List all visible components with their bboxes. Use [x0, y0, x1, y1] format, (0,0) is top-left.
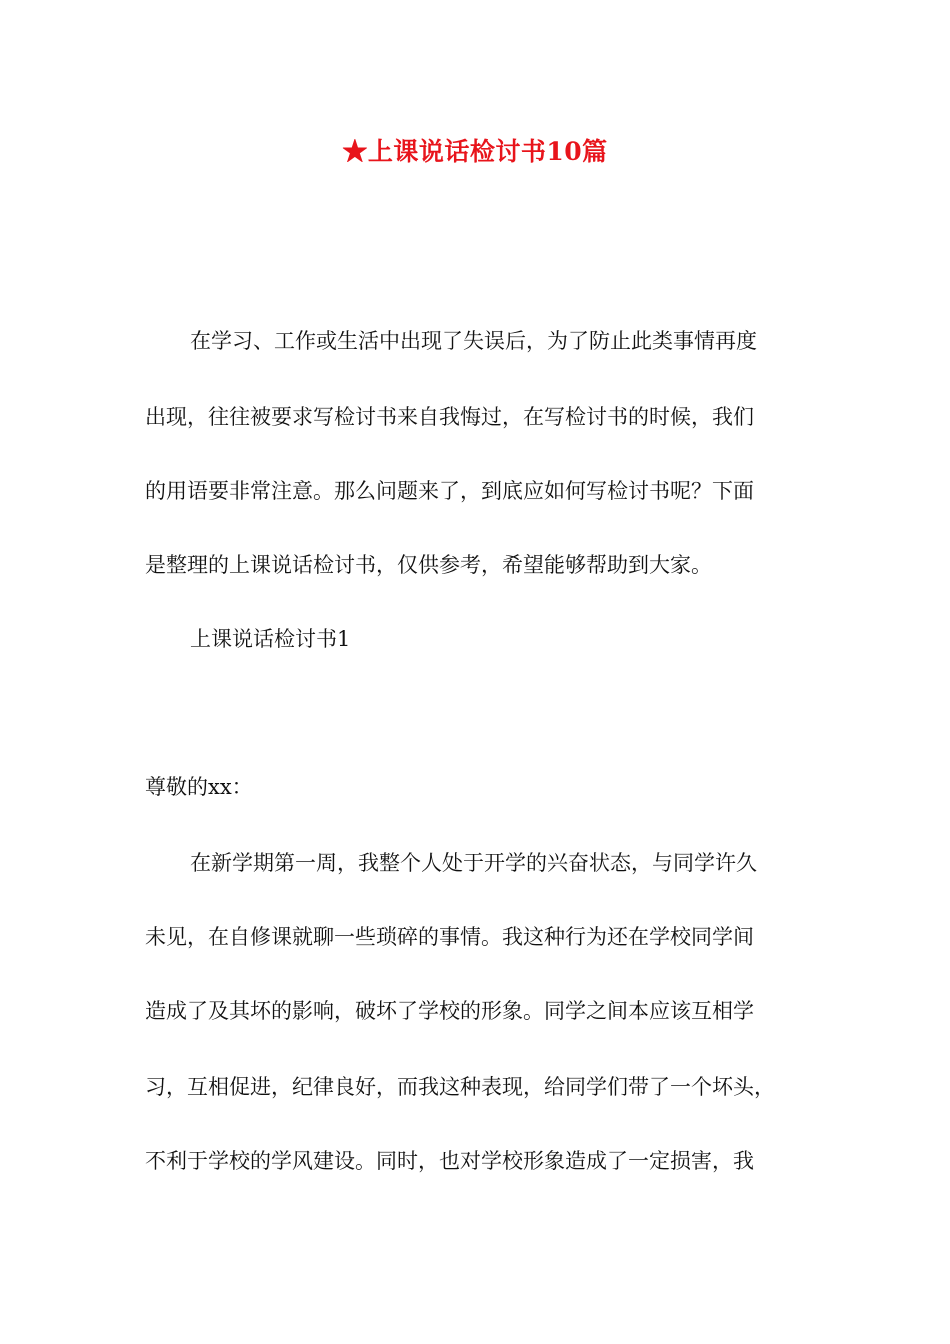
text-line: 不利于学校的学风建设。同时，也对学校形象造成了一定损害，我	[145, 1149, 754, 1173]
text-line: 的用语要非常注意。那么问题来了，到底应如何写检讨书呢？下面	[145, 479, 754, 503]
text-line: 出现，往往被要求写检讨书来自我悔过，在写检讨书的时候，我们	[145, 405, 754, 429]
text-line: 在新学期第一周，我整个人处于开学的兴奋状态，与同学许久	[190, 851, 757, 875]
text-line: 在学习、工作或生活中出现了失误后，为了防止此类事情再度	[190, 329, 757, 353]
text-line: 习，互相促进，纪律良好，而我这种表现，给同学们带了一个坏头，	[145, 1075, 775, 1099]
text-line: 造成了及其坏的影响，破坏了学校的形象。同学之间本应该互相学	[145, 999, 754, 1023]
text-line: 未见，在自修课就聊一些琐碎的事情。我这种行为还在学校同学间	[145, 925, 754, 949]
text-line: 是整理的上课说话检讨书，仅供参考，希望能够帮助到大家。	[145, 553, 712, 577]
salutation: 尊敬的xx：	[145, 775, 253, 799]
document-title: ★上课说话检讨书10篇	[342, 137, 608, 166]
section-heading: 上课说话检讨书1	[190, 627, 351, 651]
